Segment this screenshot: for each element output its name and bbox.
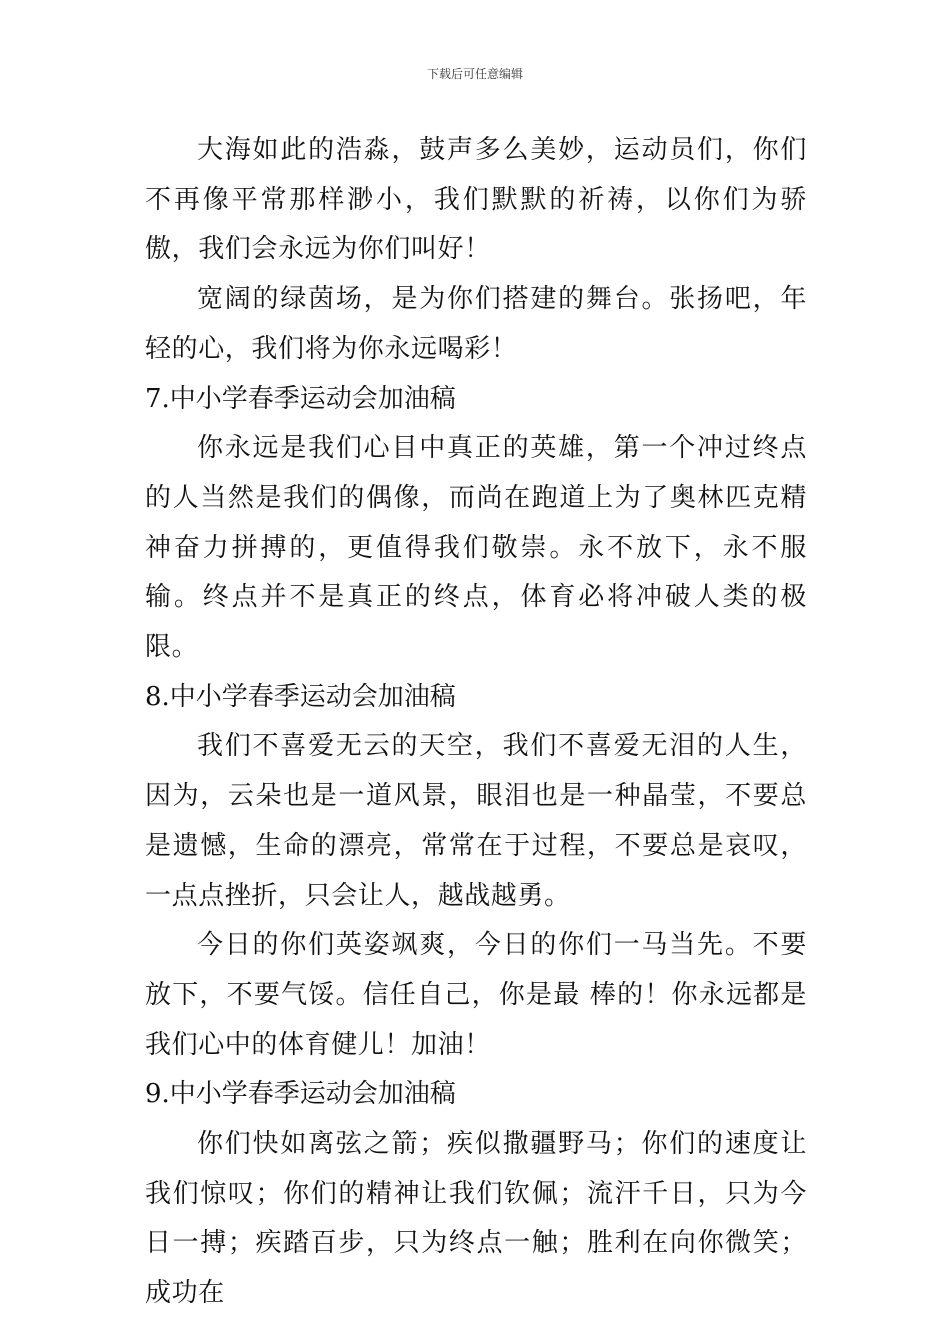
paragraph: 你们快如离弦之箭；疾似撒疆野马；你们的速度让我们惊叹；你们的精神让我们钦佩；流汗千日，只为今日一搏；疾踏百步，只为终点一触；胜利在向你微笑；成功在 — [145, 1129, 807, 1309]
section-heading: 8.中小学春季运动会加油稿 — [145, 681, 456, 712]
paragraph: 我们不喜爱无云的天空，我们不喜爱无泪的人生，因为，云朵也是一道风景，眼泪也是一种晶莹，不要总是遗憾，生命的漂亮，常常在于过程，不要总是哀叹，一点点挫折，只会让人，越战越勇。 — [145, 731, 807, 911]
paragraph: 宽阔的绿茵场，是为你们搭建的舞台。张扬吧，年轻的心，我们将为你永远喝彩！ — [145, 284, 807, 364]
paragraph: 今日的你们英姿飒爽，今日的你们一马当先。不要放下，不要气馁。信任自己，你是最 棒的！你永远都是我们心中的体育健儿！加油！ — [145, 930, 807, 1060]
section-heading: 9.中小学春季运动会加油稿 — [145, 1079, 456, 1110]
page-header: 下载后可任意编辑 — [426, 67, 523, 81]
paragraph: 大海如此的浩淼，鼓声多么美妙，运动员们，你们不再像平常那样渺小，我们默默的祈祷，以你们为骄傲，我们会永远为你们叫好！ — [145, 135, 807, 265]
paragraph: 你永远是我们心目中真正的英雄，第一个冲过终点的人当然是我们的偶像，而尚在跑道上为了奥林匹克精神奋力拼搏的，更值得我们敬崇。永不放下，永不服输。终点并不是真正的终点，体育必将冲破人类的极限。 — [145, 433, 807, 663]
document-body — [145, 126, 807, 1319]
section-heading: 7.中小学春季运动会加油稿 — [145, 383, 456, 414]
